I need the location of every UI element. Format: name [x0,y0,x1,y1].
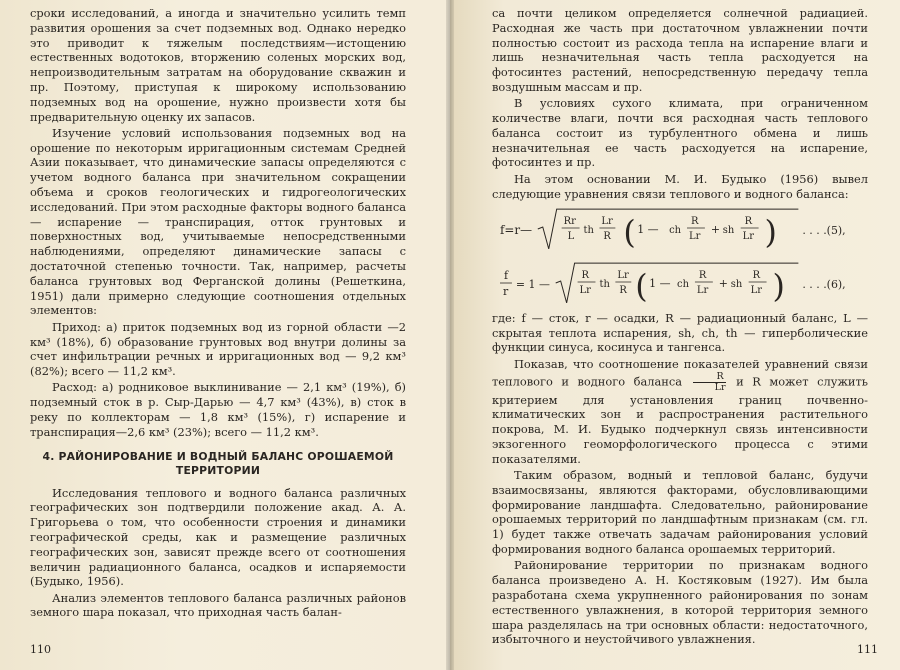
frac-den: Lr [714,381,726,393]
frac-num: R [693,372,726,383]
frac-num: Rr [563,215,576,227]
frac-num: Lr [617,269,629,281]
section-heading: 4. РАЙОНИРОВАНИЕ И ВОДНЫЙ БАЛАНС ОРОШАЕМОЙ ТЕРРИТОРИИ [42,449,394,477]
paragraph: где: f — сток, r — осадки, R — радиационный баланс, L — скрытая теплота испарения, sh, ch, th — гиперболические функции синуса, косинуса и тангенса. [492,310,868,355]
frac-num: R [698,269,707,281]
paragraph: На этом основании М. И. Будыко (1956) вывел следующие уравнения связи теплового и водного баланса: [492,171,868,201]
paragraph: Районирование территории по признакам водного баланса произведено А. Н. Костяковым (1927). Им была разработана схема укрупненного районирования по зонам естественного увлажнения, в которой территория земного шара разделялась на три основных области: недостаточного, избыточного и неустойчивого увлажнения. [492,558,868,647]
right-page-text [492,6,868,649]
frac-den: Lr [688,230,701,242]
frac-den: L [567,230,575,242]
paragraph: Изучение условий использования подземных вод на орошение по некоторым ирригационным системам Средней Азии показывает, что динамические запасы определяются с учетом водного баланса при значительном сокращении объема и сроков геологических и гидрогеологических исследований. При этом расходные факторы водного баланса — испарение — транспирация, отток грунтовых и поверхностных вод, учитываемые непосредственными наблюдениями, определяют динамические запасы с достаточной степенью точности. Так, например, расчеты баланса грунтовых вод Ферганской долины (Решеткина, 1951) дали примерно следующие соотношения отдельных элементов: [30,125,406,318]
text-run: Показав, что соотношение показателей уравнений связи теплового и водного баланса [492,356,868,389]
svg-text:(: ( [635,266,648,305]
paragraph: Приход: а) приток подземных вод из горной области —2 км³ (18%), б) образование грунтовых вод внутри долины за счет инфильтрации речных и ирригационных вод — 9,2 км³ (82%); всего — 11,2 км³. [30,319,406,379]
svg-text:): ) [764,212,777,251]
frac-num: R [581,269,590,281]
formula-plus: + [710,222,721,236]
frac-num: R [744,215,753,227]
formula-one: 1 — [649,276,671,290]
ch-fn: ch [677,278,690,290]
frac-den: R [619,284,627,296]
paragraph: Анализ элементов теплового баланса различных районов земного шара показал, что приходная часть балан- [30,590,406,620]
paragraph-inline-formula [492,357,868,467]
page-number-left: 110 [30,643,51,656]
paragraph: са почти целиком определяется солнечной радиацией. Расходная же часть при достаточном увлажнении почти полностью состоит из расхода тепла на испарение влаги и лишь незначительная часть тепла расходуется на фотосинтез растений, непосредственную передачу тепла воздушным массам и пр. [492,6,868,94]
svg-text:): ) [772,266,785,305]
page-number-right: 111 [857,643,878,656]
sh-fn: sh [722,224,735,236]
radical-sign [538,209,799,249]
left-page-text [30,6,406,622]
formula-one: 1 — [637,222,659,236]
inline-fraction [693,372,726,393]
frac-num: f [503,268,509,282]
frac-num: R [752,269,761,281]
paragraph: Исследования теплового и водного баланса различных географических зон подтвердили положение акад. А. А. Григорьева о том, что особенности строения и динамики географической среды, как и размещение различных географических зон, зависят прежде всего от соотношения величин радиационного баланса, осадков и испаряемости (Будыко, 1956). [30,485,406,589]
formula-eq: = 1 — [515,277,550,291]
formula-lhs: f=r— [500,222,533,237]
text-run: и R может служить критерием для установления границ почвенно-климатических зон и распространения растительного покрова, М. И. Будыко подчеркнул связь интенсивности экзогенного геоморфологического процесса с этими показателями. [492,374,869,466]
frac-num: Lr [601,215,613,227]
paragraph: Таким образом, водный и тепловой баланс, будучи взаимосвязаны, являются факторами, обусловливающими формирование ландшафта. Следовательно, районирование орошаемых территорий по ландшафтным признакам (см. гл. 1) будет также отвечать задачам районирования условий формирования водного баланса орошаемых территорий. [492,468,868,557]
th-fn: th [583,224,594,236]
formula-6 [492,257,868,311]
frac-den: R [603,230,611,242]
formula-5 [492,203,868,257]
ch-fn: ch [669,224,682,236]
frac-den: r [502,284,509,298]
frac-den: Lr [750,284,762,296]
paragraph: сроки исследований, а иногда и значительно усилить темп развития орошения за счет подземных вод. Однако нередко это приводит к тяжелым последствиям—истощению естественных водотоков, вторжению соленых морских вод, непроизводительным затратам на оборудование скважин и пр. Поэтому, приступая к широкому использованию подземных вод на орошение, нужно произвести хотя бы предварительную оценку их запасов. [30,6,406,124]
frac-den: Lr [579,284,591,296]
paragraph: В условиях сухого климата, при ограниченном количестве влаги, почти вся расходная часть теплового баланса состоит из турбулентного обмена и лишь незначительная ее часть расходуется на испарение, фотосинтез и пр. [492,96,868,170]
svg-text:(: ( [623,212,636,251]
right-page [450,0,900,670]
formula-plus: + [718,276,728,290]
formula-label: . . . .(6), [802,277,846,291]
th-fn: th [599,278,610,290]
formula-label: . . . .(5), [802,223,846,237]
frac-den: Lr [696,284,709,296]
book-gutter [446,0,454,670]
frac-den: Lr [742,230,755,242]
sh-fn: sh [730,278,743,290]
paragraph: Расход: а) родниковое выклинивание — 2,1 км³ (19%), б) подземный сток в р. Сыр-Дарью — 4,7 км³ (43%), в) сток в реку по коллекторам — 1,8 км³ (15%), г) испарение и транспирация—2,6 км³ (23%); всего — 11,2 км³. [30,380,406,439]
frac-num: R [690,215,699,227]
